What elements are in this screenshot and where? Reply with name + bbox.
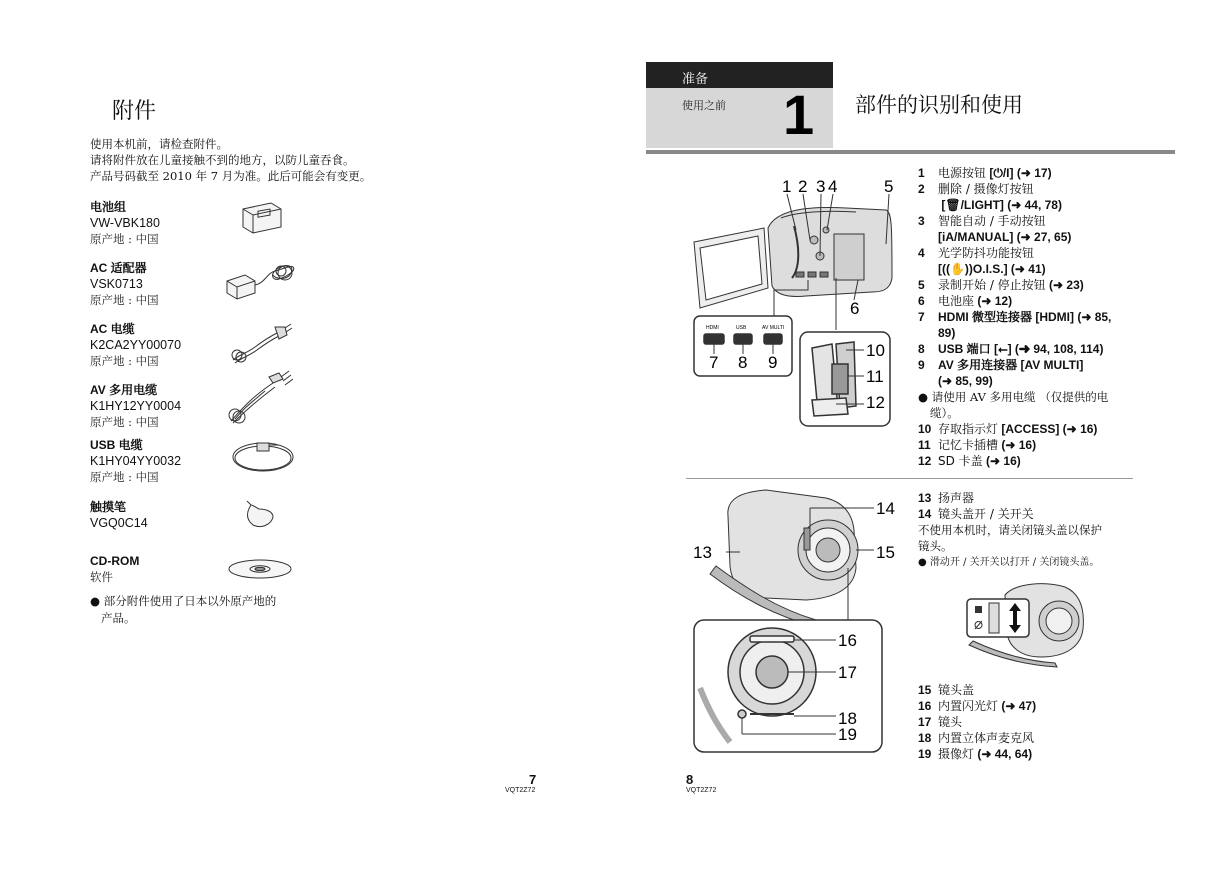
callout-16: 16	[838, 631, 857, 650]
part-item: 12 SD 卡盖 (➜ 16)	[918, 454, 1021, 468]
page-title-parts: 部件的识别和使用	[855, 93, 1023, 117]
accessory-name: AC 电缆	[90, 322, 135, 336]
accessory-illustrations	[225, 195, 305, 605]
accessory-battery	[90, 199, 220, 247]
usb-port-label: USB	[736, 325, 747, 331]
part-item: 6 电池座 (➜ 12)	[918, 294, 1013, 308]
part-item: 10 存取指示灯 [ACCESS] (➜ 16)	[918, 422, 1098, 436]
accessory-origin: 原产地 : 中国	[90, 232, 159, 246]
callout-4: 4	[828, 177, 838, 196]
part-item: 16 内置闪光灯 (➜ 47)	[918, 699, 1037, 713]
accessory-ac-cable	[90, 321, 220, 369]
part-item: 4 光学防抖功能按钮	[918, 246, 1035, 260]
accessory-cd-rom	[90, 553, 220, 585]
accessory-name: USB 电缆	[90, 438, 143, 452]
lens-cover-switch-illustration	[965, 577, 1090, 669]
battery-pack-icon	[243, 203, 281, 233]
callout-9: 9	[768, 353, 778, 372]
accessory-stylus	[90, 499, 220, 531]
callout-12: 12	[866, 393, 885, 412]
accessory-origin: 原产地 : 中国	[90, 415, 159, 429]
part-item: 19 摄像灯 (➜ 44, 64)	[918, 747, 1033, 761]
parts-list-d	[918, 682, 1133, 762]
part-item: 15 镜头盖	[918, 683, 975, 697]
accessories-note-line-2: 产品。	[101, 611, 136, 625]
av-note-line-2: 缆）。	[930, 406, 959, 420]
part-item: [🗑/LIGHT] (➜ 44, 78)	[938, 198, 1062, 212]
intro-line-3: 产品号码截至 2010 年 7 月为准。此后可能会有变更。	[90, 169, 372, 183]
accessory-name: CD-ROM	[90, 554, 140, 568]
part-item: 1 电源按钮 [⏻/I] (➜ 17)	[918, 166, 1052, 180]
ac-adaptor-icon	[227, 266, 294, 299]
part-item: [((✋))O.I.S.] (➜ 41)	[938, 262, 1046, 276]
part-item: 7 HDMI 微型连接器 [HDMI] (➜ 85,	[918, 310, 1112, 324]
parts-list-c	[918, 490, 1133, 522]
header-rule	[646, 150, 1175, 154]
av-multi-port-label: AV MULTI	[762, 325, 785, 331]
callout-5: 5	[884, 177, 894, 196]
part-item: 14 镜头盖开 / 关开关	[918, 507, 1034, 521]
hdmi-port-label: HDMI	[706, 325, 719, 331]
part-item: [iA/MANUAL] (➜ 27, 65)	[938, 230, 1072, 244]
part-item: 89)	[938, 326, 956, 340]
av-note-line-1: ● 请使用 AV 多用电缆 （仅提供的电	[918, 390, 1109, 404]
accessory-usb-cable	[90, 437, 220, 485]
part-item: (➜ 85, 99)	[938, 374, 993, 388]
accessory-origin: 原产地 : 中国	[90, 470, 159, 484]
ac-cable-icon	[232, 324, 292, 363]
callout-19: 19	[838, 725, 857, 744]
callout-1: 1	[782, 177, 792, 196]
accessory-name: AV 多用电缆	[90, 383, 158, 397]
intro-line-1: 使用本机前，请检查附件。	[90, 137, 228, 151]
accessory-code: VGQ0C14	[90, 516, 148, 530]
camera-diagram	[686, 168, 912, 768]
part-item: 3 智能自动 / 手动按钮	[918, 214, 1046, 228]
accessory-code: K1HY04YY0032	[90, 454, 182, 468]
accessory-code: K2CA2YY00070	[90, 338, 182, 352]
section-label: 准备	[682, 72, 709, 87]
page-code-left: VQT2Z72	[505, 787, 536, 794]
part-item: 13 扬声器	[918, 491, 975, 505]
accessory-ac-adaptor	[90, 260, 220, 308]
parts-list-b	[918, 421, 1133, 469]
lens-note-line-2: 镜头。	[918, 539, 953, 553]
page-number-left: 7	[529, 772, 537, 787]
accessory-origin: 原产地 : 中国	[90, 354, 159, 368]
section-sub-label: 使用之前	[682, 99, 726, 112]
part-item: 18 内置立体声麦克风	[918, 731, 1035, 745]
callout-10: 10	[866, 341, 885, 360]
callout-17: 17	[838, 663, 857, 682]
intro-line-2: 请将附件放在儿童接触不到的地方，以防儿童吞食。	[90, 153, 355, 167]
callout-11: 11	[866, 367, 884, 386]
usb-cable-icon	[233, 443, 293, 471]
callout-14: 14	[876, 499, 895, 518]
part-item: 9 AV 多用连接器 [AV MULTI]	[918, 358, 1084, 372]
callout-15: 15	[876, 543, 895, 562]
accessory-name: AC 适配器	[90, 261, 147, 275]
lens-open-icon	[975, 606, 982, 613]
accessory-code: VSK0713	[90, 277, 143, 291]
callout-13: 13	[693, 543, 712, 562]
stylus-icon	[247, 501, 273, 527]
part-item: 8 USB 端口 [⭠] (➜ 94, 108, 114)	[918, 342, 1104, 356]
accessories-note-line-1: ● 部分附件使用了日本以外原产地的	[90, 594, 277, 608]
section-number: 1	[783, 83, 815, 146]
accessory-name: 触摸笔	[90, 500, 127, 514]
av-cable-icon	[229, 371, 293, 423]
accessory-code: VW-VBK180	[90, 216, 160, 230]
lens-cover-bullet: ● 滑动开 / 关开关以打开 / 关闭镜头盖。	[918, 557, 1100, 568]
part-item: 2 删除 / 摄像灯按钮	[918, 182, 1034, 196]
accessory-name: 电池组	[90, 200, 127, 214]
camcorder-side-illustration	[694, 208, 892, 308]
accessory-origin: 原产地 : 中国	[90, 293, 159, 307]
callout-18: 18	[838, 709, 857, 728]
callout-7: 7	[709, 353, 719, 372]
camcorder-front-illustration	[710, 490, 858, 626]
accessory-av-cable	[90, 382, 220, 430]
callout-6: 6	[850, 299, 860, 318]
accessory-code: K1HY12YY0004	[90, 399, 182, 413]
callout-8: 8	[738, 353, 748, 372]
accessory-software: 软件	[90, 570, 113, 584]
part-item: 5 录制开始 / 停止按钮 (➜ 23)	[918, 278, 1084, 292]
callout-3: 3	[816, 177, 826, 196]
parts-list-a	[918, 165, 1133, 389]
page-code-right: VQT2Z72	[686, 787, 717, 794]
lens-note-line-1: 不使用本机时，请关闭镜头盖以保护	[918, 523, 1102, 537]
part-item: 17 镜头	[918, 715, 963, 729]
page-number-right: 8	[686, 772, 694, 787]
page-title-accessories: 附件	[112, 99, 157, 124]
callout-2: 2	[798, 177, 808, 196]
cd-rom-icon	[229, 560, 291, 578]
part-item: 11 记忆卡插槽 (➜ 16)	[918, 438, 1037, 452]
